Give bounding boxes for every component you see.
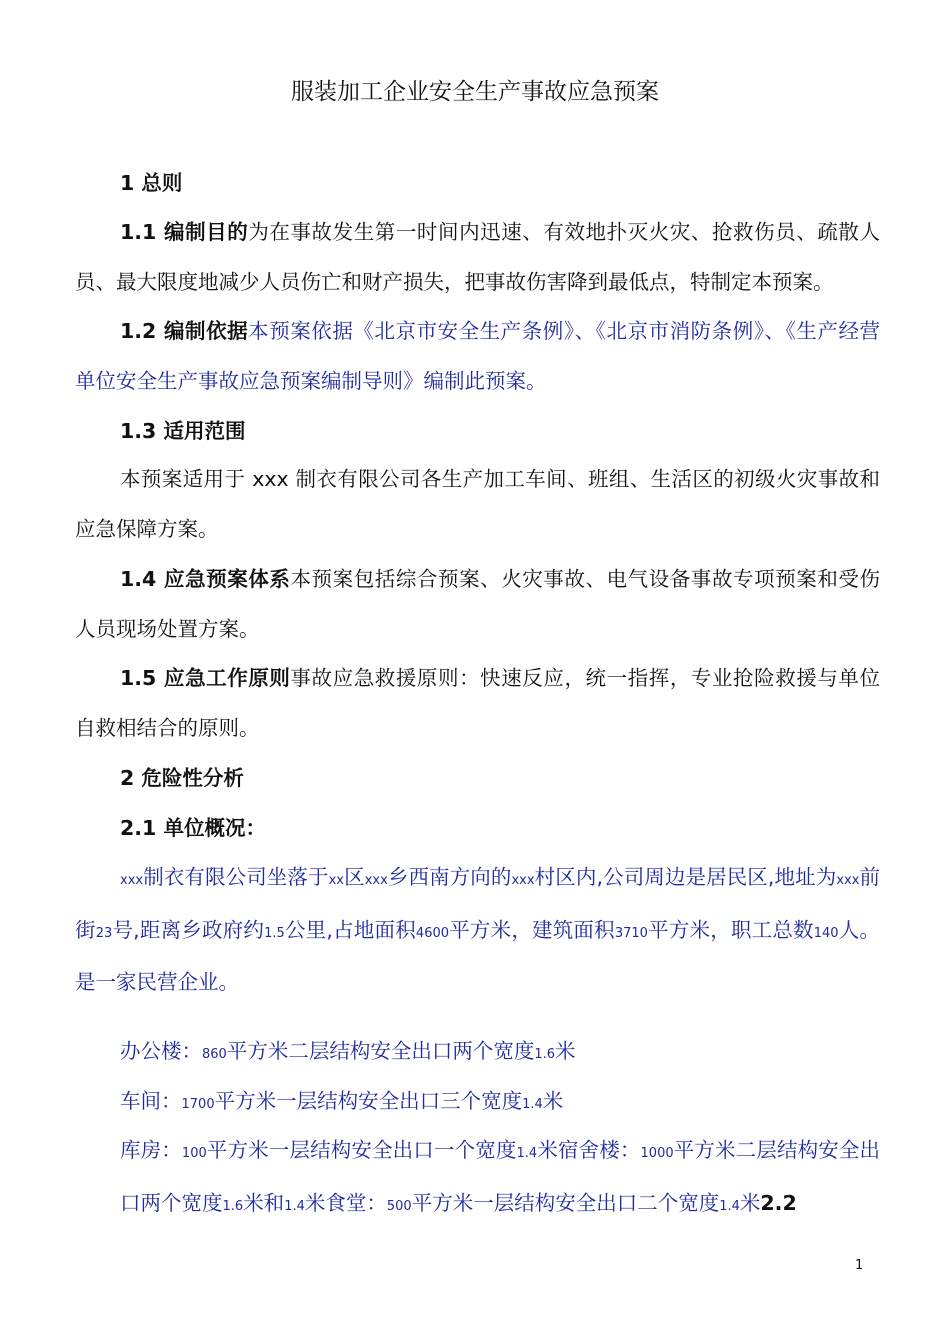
office-part: 办公楼： [120,1039,202,1063]
office-number: 860 [202,1047,227,1062]
warehouse-number: 500 [386,1198,412,1214]
overview-part: xxx [364,873,388,888]
section-1-2-text: 本预案依据《北京市安全生产条例》、《北京市消防条例》、《生产经营单位安全生产事故应急预案编制导则》编制此预案。 [75,319,881,393]
overview-part: xx [328,873,344,888]
overview-part: xxx [836,873,860,888]
section-1-5-label: 1.5 应急工作原则 [120,666,291,690]
overview-part: 前街 [75,865,881,942]
workshop-number: 1.4 [522,1097,543,1112]
warehouse-part: 平方米一层结构安全出口二个宽度 [411,1190,720,1215]
office-building-line [120,1035,880,1071]
warehouse-number: 1.6 [222,1198,244,1214]
warehouse-number: 1.4 [516,1146,538,1161]
warehouse-part: 库房： [120,1138,182,1162]
section-2-heading: 2 危险性分析 [120,766,244,790]
warehouse-part: 米食堂： [304,1190,387,1215]
overview-part: 平方米，建筑面积 [449,917,615,942]
section-1-heading: 1 总则 [120,171,183,195]
workshop-line [120,1085,880,1121]
overview-part: 平方米，职工总数 [647,917,814,942]
warehouse-part: 米和 [243,1190,285,1215]
section-1-5 [75,654,880,753]
warehouse-part: 米 [739,1190,761,1215]
overview-part: 人。是一家民营企业。 [75,917,880,994]
workshop-part: 车间： [120,1089,182,1113]
overview-part: 区 [343,865,365,889]
overview-part: 制衣有限公司坐落于 [143,865,329,889]
office-part: 米 [555,1039,576,1063]
warehouse-part: 平方米一层结构安全出口一个宽度 [206,1138,517,1162]
workshop-part: 米 [542,1089,564,1113]
warehouse-line [120,1126,880,1231]
warehouse-number: 1.4 [719,1198,740,1214]
office-part: 平方米二层结构安全出口两个宽度 [226,1039,535,1063]
warehouse-part: 平方米二层结构安全出口两个宽度 [120,1138,881,1215]
overview-part: 号,距离乡政府约 [112,917,265,942]
section-1-5-text: 事故应急救援原则：快速反应，统一指挥，专业抢险救援与单位自救相结合的原则。 [75,666,881,740]
overview-part: 公里,占地面积 [284,917,416,942]
section-1-2-label: 1.2 编制依据 [120,319,249,343]
workshop-number: 1700 [181,1097,215,1112]
overview-paragraph [75,853,880,1008]
section-1-1-label: 1.1 编制目的 [120,220,249,244]
workshop-part: 平方米一层结构安全出口三个宽度 [214,1089,523,1113]
page-number: 1 [855,1258,864,1273]
overview-part: xxx [120,873,144,888]
warehouse-part: 米宿舍楼： [537,1138,641,1162]
office-number: 1.6 [534,1047,556,1062]
warehouse-number: 100 [181,1146,207,1161]
section-1-4 [75,555,880,654]
section-1-3-text: 本预案适用于 xxx 制衣有限公司各生产加工车间、班组、生活区的初级火灾事故和应急保障方案。 [75,467,880,541]
overview-number: 23 [95,925,113,941]
section-1-4-text: 本预案包括综合预案、火灾事故、电气设备事故专项预案和受伤人员现场处置方案。 [75,567,881,641]
overview-number: 140 [813,925,839,941]
overview-number: 4600 [415,925,450,941]
section-1-1 [75,208,880,307]
overview-part: xxx [511,873,535,888]
section-1-2 [75,307,880,406]
section-2-1-heading: 2.1 单位概况： [120,816,266,840]
section-1-1-text: 为在事故发生第一时间内迅速、有效地扑灭火灾、抢救伤员、疏散人员、最大限度地减少人员伤亡和财产损失，把事故伤害降到最低点，特制定本预案。 [75,220,880,294]
section-2-2-start: 2.2 [760,1190,797,1215]
overview-number: 1.5 [264,925,285,941]
overview-number: 3710 [614,925,648,941]
warehouse-number: 1.4 [284,1198,305,1214]
overview-part: 乡西南方向的 [387,865,512,889]
section-1-4-label: 1.4 应急预案体系 [120,567,291,591]
section-1-3-heading: 1.3 适用范围 [120,419,246,443]
warehouse-number: 1000 [640,1146,674,1161]
overview-part: 村区内,公司周边是居民区,地址为 [534,865,837,889]
document-title: 服装加工企业安全生产事故应急预案 [291,79,659,105]
